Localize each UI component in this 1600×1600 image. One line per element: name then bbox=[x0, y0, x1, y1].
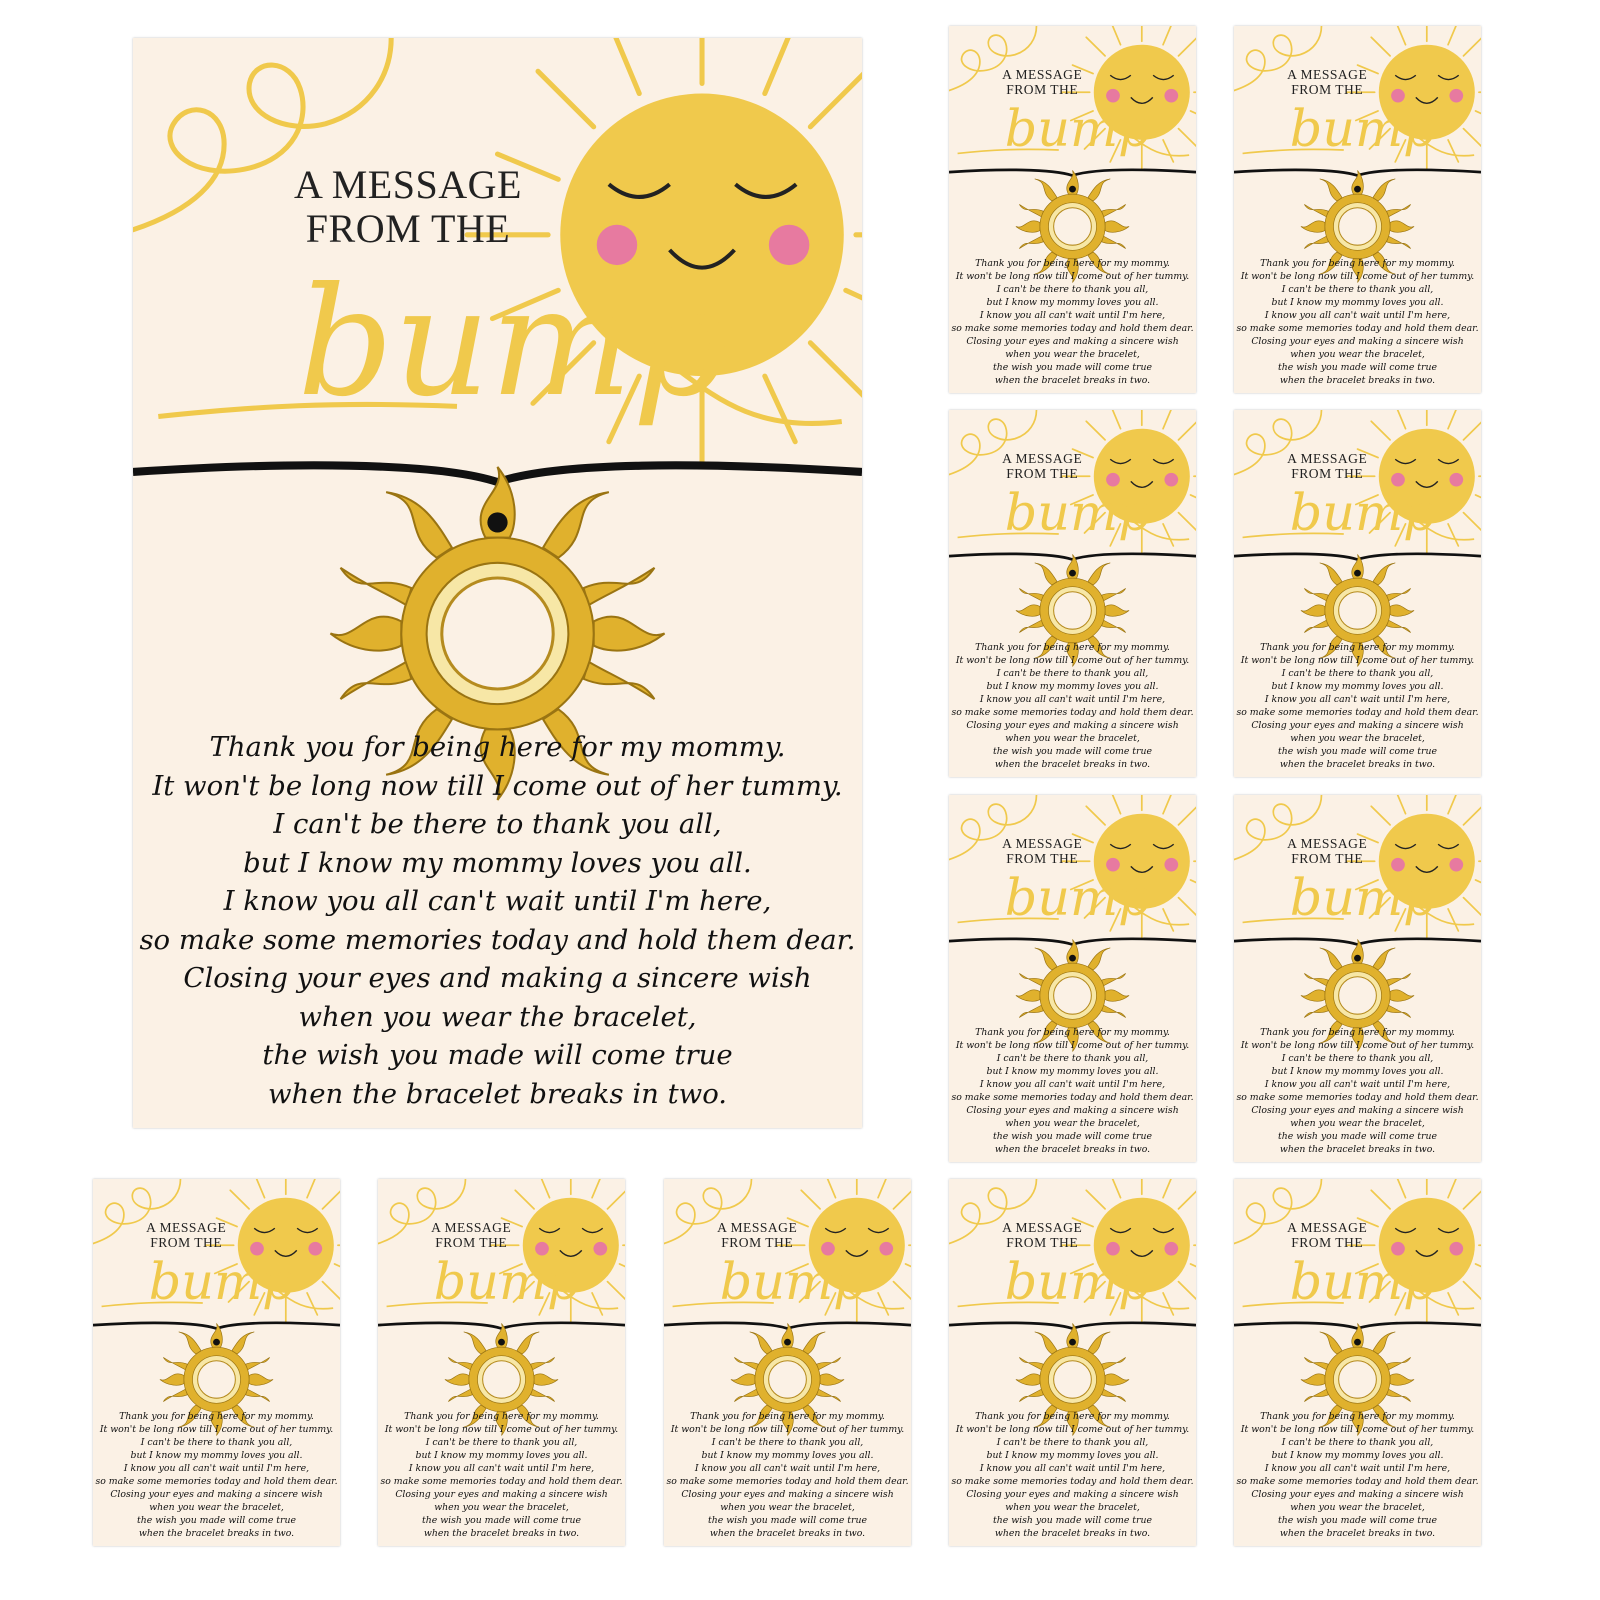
message-card-small bbox=[93, 1179, 340, 1546]
poem-line: I know you all can't wait until I'm here, bbox=[123, 1463, 310, 1475]
poem-line: when the bracelet breaks in two. bbox=[994, 1144, 1151, 1156]
poem-line: when you wear the bracelet, bbox=[1290, 733, 1425, 745]
poem-line: Closing your eyes and making a sincere wish bbox=[681, 1489, 894, 1501]
poem-line: when you wear the bracelet, bbox=[434, 1502, 569, 1514]
message-card-small bbox=[949, 1179, 1196, 1546]
poem-line: so make some memories today and hold them dear. bbox=[380, 1476, 623, 1488]
title-line-2: FROM THE bbox=[1291, 82, 1364, 98]
card-title bbox=[1281, 452, 1372, 482]
message-card-small bbox=[949, 410, 1196, 777]
title-line-2: FROM THE bbox=[1006, 851, 1079, 867]
poem-line: the wish you made will come true bbox=[1278, 1515, 1437, 1527]
poem-line: I can't be there to thank you all, bbox=[711, 1437, 864, 1449]
poem-line: when you wear the bracelet, bbox=[1290, 1502, 1425, 1514]
poem bbox=[1234, 258, 1481, 388]
poem-line: I can't be there to thank you all, bbox=[996, 668, 1149, 680]
poem-line: the wish you made will come true bbox=[993, 362, 1152, 374]
poem-line: the wish you made will come true bbox=[1278, 362, 1437, 374]
poem-line: I can't be there to thank you all, bbox=[996, 1437, 1149, 1449]
poem-line: when you wear the bracelet, bbox=[298, 1000, 697, 1033]
poem-line: when the bracelet breaks in two. bbox=[1279, 375, 1436, 387]
poem bbox=[133, 728, 862, 1113]
poem bbox=[949, 258, 1196, 388]
script-word: bump bbox=[1289, 99, 1436, 159]
poem-line: the wish you made will come true bbox=[1278, 1131, 1437, 1143]
message-card-small bbox=[664, 1179, 911, 1546]
poem-line: so make some memories today and hold them dear. bbox=[1236, 323, 1479, 335]
poem-line: when you wear the bracelet, bbox=[1005, 733, 1140, 745]
poem bbox=[1234, 1027, 1481, 1157]
script-word: bump bbox=[433, 1252, 580, 1312]
message-card-small bbox=[1234, 1179, 1481, 1546]
title-line-1: A MESSAGE bbox=[294, 162, 522, 207]
poem-line: when the bracelet breaks in two. bbox=[1279, 759, 1436, 771]
title-line-1: A MESSAGE bbox=[1287, 67, 1368, 83]
poem-line: so make some memories today and hold them dear. bbox=[666, 1476, 909, 1488]
poem-line: when you wear the bracelet, bbox=[1005, 1502, 1140, 1514]
poem-line: I know you all can't wait until I'm here, bbox=[979, 1463, 1166, 1475]
poem-line: but I know my mommy loves you all. bbox=[986, 1450, 1159, 1462]
message-card-small bbox=[949, 795, 1196, 1162]
script-word: bump bbox=[1004, 99, 1151, 159]
poem-line: the wish you made will come true bbox=[993, 746, 1152, 758]
card-title bbox=[1281, 68, 1372, 98]
poem bbox=[949, 642, 1196, 772]
poem-line: so make some memories today and hold them dear. bbox=[95, 1476, 338, 1488]
poem-line: but I know my mommy loves you all. bbox=[986, 1066, 1159, 1078]
poem-line: when the bracelet breaks in two. bbox=[709, 1528, 866, 1540]
script-word: bump bbox=[1004, 868, 1151, 928]
poem-line: It won't be long now till I come out of her tummy. bbox=[1240, 1424, 1475, 1436]
poem-line: It won't be long now till I come out of her tummy. bbox=[152, 769, 843, 802]
poem-line: Thank you for being here for my mommy. bbox=[1260, 642, 1455, 654]
poem-line: Thank you for being here for my mommy. bbox=[1260, 1411, 1455, 1423]
poem-line: Closing your eyes and making a sincere wish bbox=[110, 1489, 323, 1501]
poem-line: It won't be long now till I come out of her tummy. bbox=[955, 271, 1190, 283]
poem-line: It won't be long now till I come out of her tummy. bbox=[1240, 655, 1475, 667]
poem-line: I can't be there to thank you all, bbox=[1281, 284, 1434, 296]
poem-line: when the bracelet breaks in two. bbox=[423, 1528, 580, 1540]
message-card-large bbox=[133, 38, 862, 1128]
poem-line: the wish you made will come true bbox=[422, 1515, 581, 1527]
title-line-1: A MESSAGE bbox=[146, 1220, 227, 1236]
poem-line: I know you all can't wait until I'm here, bbox=[408, 1463, 595, 1475]
title-line-2: FROM THE bbox=[435, 1235, 508, 1251]
message-card-small bbox=[949, 26, 1196, 393]
poem-line: so make some memories today and hold them dear. bbox=[139, 923, 856, 956]
card-title bbox=[996, 68, 1087, 98]
card-title bbox=[996, 1221, 1087, 1251]
poem-line: when the bracelet breaks in two. bbox=[994, 1528, 1151, 1540]
title-line-1: A MESSAGE bbox=[1287, 451, 1368, 467]
poem-line: Thank you for being here for my mommy. bbox=[1260, 258, 1455, 270]
script-word: bump bbox=[1289, 1252, 1436, 1312]
poem-line: Closing your eyes and making a sincere wish bbox=[1251, 336, 1464, 348]
poem-line: I know you all can't wait until I'm here, bbox=[1264, 1463, 1451, 1475]
card-title bbox=[1281, 1221, 1372, 1251]
title-line-2: FROM THE bbox=[150, 1235, 223, 1251]
message-card-small bbox=[1234, 795, 1481, 1162]
title-line-2: FROM THE bbox=[1006, 1235, 1079, 1251]
poem bbox=[664, 1411, 911, 1541]
poem-line: It won't be long now till I come out of her tummy. bbox=[1240, 1040, 1475, 1052]
poem-line: but I know my mommy loves you all. bbox=[1271, 1066, 1444, 1078]
poem-line: when the bracelet breaks in two. bbox=[1279, 1528, 1436, 1540]
poem-line: I can't be there to thank you all, bbox=[273, 808, 722, 840]
poem-line: Thank you for being here for my mommy. bbox=[975, 1027, 1170, 1039]
poem-line: Thank you for being here for my mommy. bbox=[209, 731, 786, 763]
title-line-2: FROM THE bbox=[1006, 466, 1079, 482]
poem-line: when you wear the bracelet, bbox=[720, 1502, 855, 1514]
card-title bbox=[140, 1221, 231, 1251]
poem-line: when you wear the bracelet, bbox=[149, 1502, 284, 1514]
poem-line: Closing your eyes and making a sincere wish bbox=[1251, 1489, 1464, 1501]
poem-line: It won't be long now till I come out of her tummy. bbox=[384, 1424, 619, 1436]
poem-line: when the bracelet breaks in two. bbox=[1279, 1144, 1436, 1156]
poem-line: so make some memories today and hold them dear. bbox=[951, 1092, 1194, 1104]
message-card-small bbox=[1234, 410, 1481, 777]
poem-line: but I know my mommy loves you all. bbox=[1271, 297, 1444, 309]
poem-line: I know you all can't wait until I'm here, bbox=[1264, 1079, 1451, 1091]
poem-line: Closing your eyes and making a sincere wish bbox=[183, 962, 812, 994]
poem-line: It won't be long now till I come out of her tummy. bbox=[670, 1424, 905, 1436]
title-line-1: A MESSAGE bbox=[1002, 836, 1083, 852]
script-word: bump bbox=[1004, 1252, 1151, 1312]
poem-line: I know you all can't wait until I'm here, bbox=[979, 310, 1166, 322]
poem-line: the wish you made will come true bbox=[1278, 746, 1437, 758]
poem-line: Thank you for being here for my mommy. bbox=[690, 1411, 885, 1423]
message-card-small bbox=[1234, 26, 1481, 393]
title-line-2: FROM THE bbox=[1291, 466, 1364, 482]
poem-line: I know you all can't wait until I'm here, bbox=[979, 1079, 1166, 1091]
script-word: bump bbox=[719, 1252, 866, 1312]
poem-line: Closing your eyes and making a sincere wish bbox=[966, 1105, 1179, 1117]
poem-line: so make some memories today and hold them dear. bbox=[951, 1476, 1194, 1488]
poem-line: but I know my mommy loves you all. bbox=[701, 1450, 874, 1462]
poem-line: but I know my mommy loves you all. bbox=[1271, 681, 1444, 693]
poem-line: Closing your eyes and making a sincere wish bbox=[395, 1489, 608, 1501]
poem-line: It won't be long now till I come out of her tummy. bbox=[1240, 271, 1475, 283]
poem-line: Closing your eyes and making a sincere wish bbox=[966, 720, 1179, 732]
poem-line: Closing your eyes and making a sincere wish bbox=[966, 336, 1179, 348]
poem-line: I can't be there to thank you all, bbox=[1281, 668, 1434, 680]
poem-line: Thank you for being here for my mommy. bbox=[975, 258, 1170, 270]
poem-line: I can't be there to thank you all, bbox=[996, 284, 1149, 296]
script-word: bump bbox=[1289, 483, 1436, 543]
poem-line: the wish you made will come true bbox=[993, 1515, 1152, 1527]
poem-line: but I know my mommy loves you all. bbox=[415, 1450, 588, 1462]
poem-line: Closing your eyes and making a sincere wish bbox=[1251, 1105, 1464, 1117]
poem-line: so make some memories today and hold them dear. bbox=[1236, 1092, 1479, 1104]
poem-line: but I know my mommy loves you all. bbox=[986, 681, 1159, 693]
poem-line: Thank you for being here for my mommy. bbox=[404, 1411, 599, 1423]
poem-line: the wish you made will come true bbox=[262, 1039, 733, 1071]
card-title bbox=[425, 1221, 516, 1251]
poem-line: Closing your eyes and making a sincere wish bbox=[1251, 720, 1464, 732]
title-line-2: FROM THE bbox=[305, 206, 511, 251]
poem-line: I can't be there to thank you all, bbox=[996, 1053, 1149, 1065]
message-card-small bbox=[378, 1179, 625, 1546]
poem-line: so make some memories today and hold them dear. bbox=[1236, 707, 1479, 719]
poem-line: Thank you for being here for my mommy. bbox=[1260, 1027, 1455, 1039]
card-title bbox=[1281, 837, 1372, 867]
poem-line: when the bracelet breaks in two. bbox=[994, 375, 1151, 387]
poem-line: I can't be there to thank you all, bbox=[1281, 1437, 1434, 1449]
script-word: bump bbox=[148, 1252, 295, 1312]
poem bbox=[1234, 1411, 1481, 1541]
title-line-1: A MESSAGE bbox=[1287, 836, 1368, 852]
poem-line: Thank you for being here for my mommy. bbox=[975, 642, 1170, 654]
poem-line: but I know my mommy loves you all. bbox=[986, 297, 1159, 309]
title-line-2: FROM THE bbox=[1006, 82, 1079, 98]
poem-line: Closing your eyes and making a sincere wish bbox=[966, 1489, 1179, 1501]
poem-line: so make some memories today and hold them dear. bbox=[951, 323, 1194, 335]
title-line-1: A MESSAGE bbox=[717, 1220, 798, 1236]
poem bbox=[949, 1411, 1196, 1541]
title-line-1: A MESSAGE bbox=[1002, 67, 1083, 83]
poem-line: when the bracelet breaks in two. bbox=[138, 1528, 295, 1540]
poem-line: when the bracelet breaks in two. bbox=[267, 1077, 728, 1110]
poem-line: It won't be long now till I come out of her tummy. bbox=[955, 655, 1190, 667]
poem-line: so make some memories today and hold them dear. bbox=[951, 707, 1194, 719]
poem bbox=[1234, 642, 1481, 772]
card-title bbox=[996, 837, 1087, 867]
poem-line: but I know my mommy loves you all. bbox=[243, 846, 752, 879]
poem-line: but I know my mommy loves you all. bbox=[1271, 1450, 1444, 1462]
poem-line: It won't be long now till I come out of her tummy. bbox=[99, 1424, 334, 1436]
title-line-1: A MESSAGE bbox=[1002, 1220, 1083, 1236]
poem-line: when you wear the bracelet, bbox=[1290, 1118, 1425, 1130]
script-word: bump bbox=[297, 256, 729, 430]
poem-line: I know you all can't wait until I'm here, bbox=[979, 694, 1166, 706]
poem-line: when you wear the bracelet, bbox=[1005, 349, 1140, 361]
poem-line: the wish you made will come true bbox=[137, 1515, 296, 1527]
poem-line: I know you all can't wait until I'm here, bbox=[694, 1463, 881, 1475]
script-word: bump bbox=[1004, 483, 1151, 543]
title-line-1: A MESSAGE bbox=[431, 1220, 512, 1236]
title-line-2: FROM THE bbox=[721, 1235, 794, 1251]
poem bbox=[949, 1027, 1196, 1157]
script-word: bump bbox=[1289, 868, 1436, 928]
poem-line: when you wear the bracelet, bbox=[1290, 349, 1425, 361]
poem-line: I know you all can't wait until I'm here, bbox=[1264, 694, 1451, 706]
poem-line: Thank you for being here for my mommy. bbox=[119, 1411, 314, 1423]
poem-line: I know you all can't wait until I'm here, bbox=[223, 885, 772, 917]
poem-line: but I know my mommy loves you all. bbox=[130, 1450, 303, 1462]
poem-line: It won't be long now till I come out of her tummy. bbox=[955, 1424, 1190, 1436]
card-title bbox=[711, 1221, 802, 1251]
poem bbox=[93, 1411, 340, 1541]
poem-line: Thank you for being here for my mommy. bbox=[975, 1411, 1170, 1423]
card-title bbox=[996, 452, 1087, 482]
poem-line: It won't be long now till I come out of her tummy. bbox=[955, 1040, 1190, 1052]
poem-line: the wish you made will come true bbox=[993, 1131, 1152, 1143]
poem-line: when you wear the bracelet, bbox=[1005, 1118, 1140, 1130]
title-line-1: A MESSAGE bbox=[1002, 451, 1083, 467]
card-title bbox=[273, 163, 543, 251]
poem-line: I can't be there to thank you all, bbox=[425, 1437, 578, 1449]
poem-line: I can't be there to thank you all, bbox=[140, 1437, 293, 1449]
title-line-2: FROM THE bbox=[1291, 851, 1364, 867]
poem bbox=[378, 1411, 625, 1541]
title-line-2: FROM THE bbox=[1291, 1235, 1364, 1251]
poem-line: so make some memories today and hold them dear. bbox=[1236, 1476, 1479, 1488]
title-line-1: A MESSAGE bbox=[1287, 1220, 1368, 1236]
poem-line: when the bracelet breaks in two. bbox=[994, 759, 1151, 771]
poem-line: I know you all can't wait until I'm here, bbox=[1264, 310, 1451, 322]
poem-line: I can't be there to thank you all, bbox=[1281, 1053, 1434, 1065]
poem-line: the wish you made will come true bbox=[708, 1515, 867, 1527]
